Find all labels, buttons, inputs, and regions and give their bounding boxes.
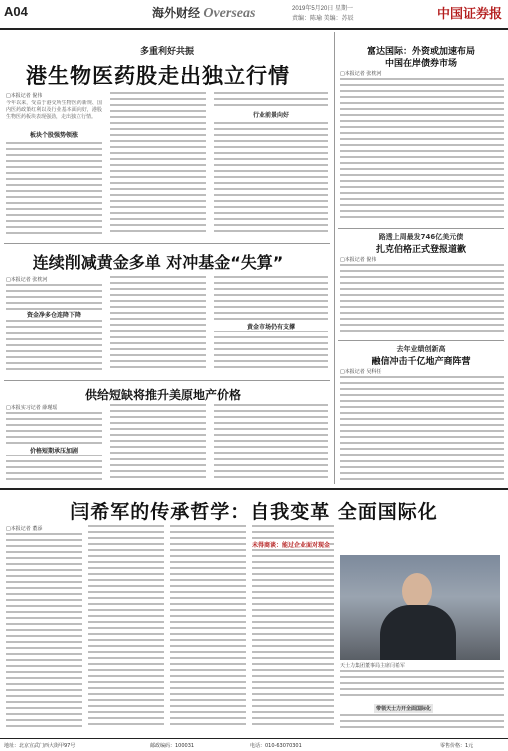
ronshine-body <box>340 376 504 484</box>
feature-redhead-2: 带领天士力开全面国际化 <box>376 706 432 712</box>
section-title-en: Overseas <box>203 6 256 21</box>
property-body-col3 <box>214 404 328 484</box>
section-title <box>152 4 255 22</box>
gold-subhead: 资金净多仓连降下降 <box>6 310 102 319</box>
lead-headline: 港生物医药股走出独立行情 <box>26 64 290 88</box>
page-header <box>0 0 508 30</box>
fidelity-body <box>340 78 504 224</box>
property-byline: □本报实习记者 薛瑾瑶 <box>6 405 58 411</box>
footer-price: 零售价格：1元 <box>440 743 474 749</box>
ronshine-byline: □本报记者 吴科任 <box>340 369 382 375</box>
portrait-body <box>380 605 456 660</box>
column-divider <box>334 32 335 484</box>
gold-headline: 连续削减黄金多单 对冲基金“失算” <box>32 253 284 272</box>
section-divider <box>338 340 504 341</box>
gold-subhead-2: 黄金市场仍有支撑 <box>214 322 328 331</box>
page-number: A04 <box>4 4 28 19</box>
lead-byline: □本报记者 倪伟 <box>6 93 43 99</box>
lead-kicker: 多重利好共振 <box>140 47 195 57</box>
section-divider <box>4 243 330 244</box>
feature-byline: □本报记者 董添 <box>6 526 43 532</box>
feature-body-col5b <box>340 714 504 736</box>
footer-address: 地址：北京宣武门西大街甲97号 <box>4 743 76 749</box>
feature-body-col2 <box>88 525 164 733</box>
portrait-face <box>402 573 432 609</box>
property-headline: 供给短缺将推升美原地产价格 <box>84 388 241 402</box>
feature-body-col4 <box>252 525 334 733</box>
property-subhead: 价格短期承压加剧 <box>6 446 102 455</box>
zuckerberg-byline: □本报记者 倪伟 <box>340 257 377 263</box>
editor-credit: 责编：陈瑜 美编：苏辰 <box>292 16 354 22</box>
property-body-col2 <box>110 404 206 484</box>
zuckerberg-body <box>340 264 504 338</box>
lead-subhead-1: 板块个股强势领涨 <box>6 130 102 139</box>
photo-caption: 天士力集团董事局主席闫希军 <box>340 663 406 669</box>
feature-body-col1 <box>6 533 82 733</box>
footer-postcode: 邮政编码：100031 <box>150 743 195 749</box>
lead-body-col2 <box>110 92 206 242</box>
gold-body-col1 <box>6 284 102 378</box>
lead-body-col1 <box>6 130 102 242</box>
section-divider <box>4 380 330 381</box>
zuckerberg-headline: 扎克伯格正式登报道歉 <box>375 245 466 255</box>
fidelity-byline: □本报记者 张枕河 <box>340 71 382 77</box>
lead-intro: 今年以来，受益于港交所生物医药新规、国内医药政策红利以及行业基本面向好，港股生物医药板块表现强劲，走出独立行情。 <box>6 100 102 120</box>
feature-body-col5 <box>340 670 504 702</box>
gold-byline: □本报记者 张枕河 <box>6 277 48 283</box>
footer-phone: 电话：010-63070301 <box>250 743 302 749</box>
feature-body-col3 <box>170 525 246 733</box>
portrait-photo <box>340 555 500 660</box>
section-title-cn: 海外财经 <box>152 6 201 20</box>
zuckerberg-kicker: 路透上周最发746亿美元债 <box>378 233 464 241</box>
ronshine-kicker: 去年业绩创新高 <box>396 345 446 353</box>
gold-body-col2 <box>110 276 206 378</box>
section-divider <box>0 488 508 490</box>
fidelity-headline-2: 中国在岸债券市场 <box>384 59 457 69</box>
fidelity-headline: 富达国际：外资或加速布局 <box>366 47 475 57</box>
masthead-logo: 中国证券报 <box>436 6 502 21</box>
lead-subhead-2: 行业前景向好 <box>214 110 328 119</box>
section-divider <box>338 228 504 229</box>
issue-date: 2019年5月20日 星期一 <box>292 6 354 12</box>
ronshine-headline: 融信冲击千亿地产商阵营 <box>371 357 471 367</box>
feature-headline: 闫希军的传承哲学：自我变革 全面国际化 <box>70 501 438 523</box>
feature-redhead-1: 未得商谈：能过企业面对现金 <box>252 542 331 549</box>
page-footer <box>0 738 508 751</box>
